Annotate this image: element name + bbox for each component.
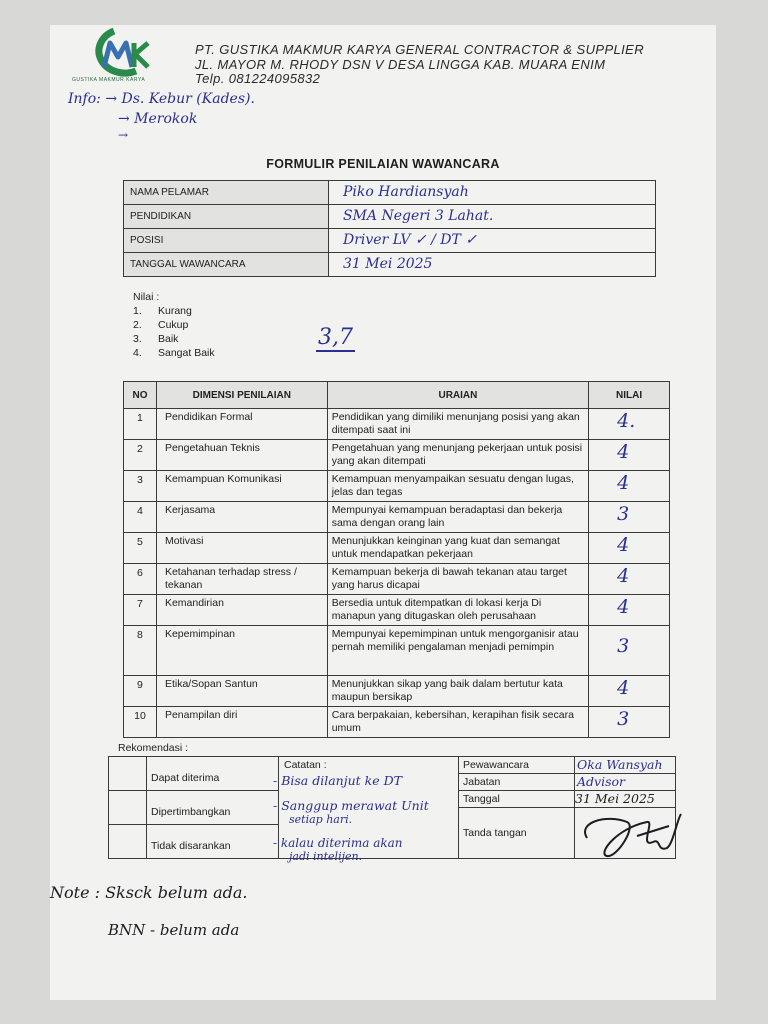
checkbox-tidak-disarankan	[109, 825, 147, 859]
catatan-note: - Sanggup merawat Unit	[273, 798, 429, 813]
score-value: 4	[617, 441, 630, 463]
option-tidak-disarankan: Tidak disarankan	[147, 825, 279, 859]
evaluation-row: 3 Kemampuan Komunikasi Kemampuan menyampaikan sesuatu dengan lugas, jelas dan tegas 4	[124, 471, 670, 502]
header-uraian: URAIAN	[327, 382, 588, 409]
catatan-note: setiap hari.	[289, 813, 353, 826]
applicant-date-value: 31 Mei 2025	[343, 256, 433, 272]
applicant-row-name	[124, 181, 656, 205]
evaluation-row: 6 Ketahanan terhadap stress / tekanan Kemampuan bekerja di bawah tekanan atau target yang harus dicapai 4	[124, 564, 670, 595]
handwritten-info-line3: →	[118, 128, 129, 142]
catatan-label: Catatan :	[284, 759, 327, 771]
tanda-tangan-label: Tanda tangan	[459, 808, 575, 859]
nilai-legend-item: 4. Sangat Baik	[133, 347, 215, 359]
company-logo	[74, 25, 164, 85]
applicant-info-table	[123, 180, 656, 277]
score-value: 3	[617, 635, 630, 657]
jabatan-value: Advisor	[577, 774, 626, 789]
evaluation-row: 10 Penampilan diri Cara berpakaian, kebersihan, kerapihan fisik secara umum 3	[124, 707, 670, 738]
rekomendasi-table	[108, 756, 676, 863]
nilai-legend-item: 1. Kurang	[133, 305, 192, 317]
applicant-row-education	[124, 205, 656, 229]
applicant-position-value: Driver LV ✓ / DT ✓	[343, 232, 478, 248]
nilai-legend-item: 3. Baik	[133, 333, 179, 345]
handwritten-note-1: Note : Sksck belum ada.	[50, 883, 248, 902]
option-dipertimbangkan: Dipertimbangkan	[147, 791, 279, 825]
form-title: FORMULIR PENILAIAN WAWANCARA	[266, 157, 500, 171]
tanggal-value: 31 Mei 2025	[575, 791, 655, 806]
score-value: 3	[617, 708, 630, 730]
evaluation-table	[123, 381, 670, 738]
jabatan-label: Jabatan	[459, 774, 575, 791]
evaluation-row: 9 Etika/Sopan Santun Menunjukkan sikap yang baik dalam bertutur kata maupun bersikap 4	[124, 676, 670, 707]
pewawancara-value: Oka Wansyah	[577, 757, 663, 772]
evaluation-row: 8 Kepemimpinan Mempunyai kepemimpinan untuk mengorganisir atau pernah memiliki pengalaman menjadi pemimpin 3	[124, 626, 670, 676]
company-phone: Telp. 081224095832	[195, 71, 321, 86]
applicant-label: PENDIDIKAN	[124, 205, 329, 229]
nilai-legend-item: 2. Cukup	[133, 319, 189, 331]
evaluation-row: 4 Kerjasama Mempunyai kemampuan beradaptasi dan bekerja sama dengan orang lain 3	[124, 502, 670, 533]
catatan-box	[273, 757, 459, 863]
evaluation-header-row	[124, 382, 670, 409]
score-value: 4	[617, 534, 630, 556]
tanggal-label: Tanggal	[459, 791, 575, 808]
evaluation-row: 5 Motivasi Menunjukkan keinginan yang kuat dan semangat untuk mendapatkan pekerjaan 4	[124, 533, 670, 564]
score-value: 3	[617, 503, 630, 525]
pewawancara-label: Pewawancara	[459, 757, 575, 774]
applicant-label: TANGGAL WAWANCARA	[124, 253, 329, 277]
signature	[577, 808, 687, 864]
applicant-label: NAMA PELAMAR	[124, 181, 329, 205]
handwritten-note-2: BNN - belum ada	[108, 921, 240, 939]
handwritten-info-line2: → Merokok	[118, 111, 198, 127]
nilai-legend-title: Nilai :	[133, 291, 160, 303]
header-no: NO	[124, 382, 157, 409]
catatan-note: jadi intelijen.	[289, 850, 363, 863]
nilai-legend	[133, 290, 215, 360]
handwritten-info-line1: Info: → Ds. Kebur (Kades).	[68, 91, 255, 107]
company-address: JL. MAYOR M. RHODY DSN V DESA LINGGA KAB. MUARA ENIM	[195, 56, 606, 72]
company-name: PT. GUSTIKA MAKMUR KARYA GENERAL CONTRACTOR & SUPPLIER	[195, 42, 645, 57]
catatan-note: - kalau diterima akan	[273, 836, 403, 850]
logo-caption: GUSTIKA MAKMUR KARYA	[72, 77, 146, 83]
applicant-label: POSISI	[124, 229, 329, 253]
document-page	[50, 25, 716, 1000]
header-nilai: NILAI	[589, 382, 670, 409]
option-dapat-diterima: Dapat diterima	[147, 757, 279, 791]
applicant-row-date	[124, 253, 656, 277]
signature-box	[575, 808, 676, 859]
company-header	[195, 43, 644, 87]
evaluation-row: 1 Pendidikan Formal Pendidikan yang dimiliki menunjang posisi yang akan ditempati saat ini 4.	[124, 409, 670, 440]
applicant-education-value: SMA Negeri 3 Lahat.	[343, 208, 494, 224]
evaluation-row: 7 Kemandirian Bersedia untuk ditempatkan di lokasi kerja Di manapun yang ditugaskan oleh perusahaan 4	[124, 595, 670, 626]
header-dimensi: DIMENSI PENILAIAN	[156, 382, 327, 409]
handwritten-average-score: 3,7	[318, 325, 353, 350]
applicant-row-position	[124, 229, 656, 253]
score-value: 4	[617, 565, 630, 587]
score-value: 4	[617, 596, 630, 618]
catatan-note: - Bisa dilanjut ke DT	[273, 773, 402, 788]
score-value: 4.	[617, 410, 636, 432]
checkbox-dapat-diterima	[109, 757, 147, 791]
checkbox-dipertimbangkan	[109, 791, 147, 825]
rekomendasi-label: Rekomendasi :	[118, 742, 189, 754]
score-value: 4	[617, 677, 630, 699]
score-value: 4	[617, 472, 630, 494]
applicant-name-value: Piko Hardiansyah	[343, 184, 469, 200]
evaluation-row: 2 Pengetahuan Teknis Pengetahuan yang menunjang pekerjaan untuk posisi yang akan ditempati 4	[124, 440, 670, 471]
